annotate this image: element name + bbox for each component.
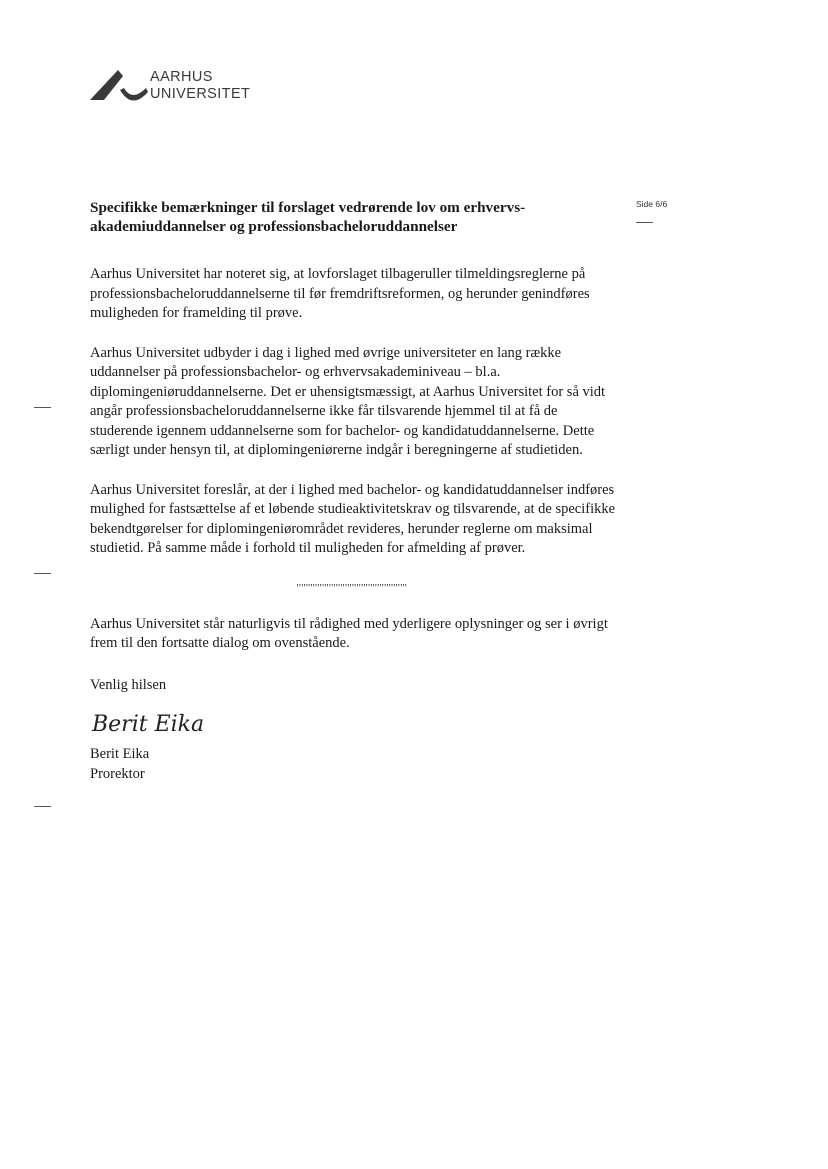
fold-mark (34, 573, 51, 574)
side-rule (636, 222, 653, 223)
logo-line-2: UNIVERSITET (150, 86, 251, 102)
paragraph: Aarhus Universitet foreslår, at der i lighed med bachelor- og kandidatuddannelser indføres mulighed for fastsættelse af et løbende studieaktivitetskrav og tilsvarende, at de specifikke bekendtgørelser for diplomingeniørområdet revideres, herunder reglerne om maksimal studietid. På samme måde i forhold til muligheden for afmelding af prøver. (90, 481, 616, 556)
greeting: Venlig hilsen (90, 676, 167, 693)
fold-mark (34, 806, 51, 807)
logo-wordmark (150, 69, 250, 103)
fold-mark (34, 407, 51, 408)
signature-icon (90, 705, 220, 741)
closing-paragraph: Aarhus Universitet står naturligvis til rådighed med yderligere oplysninger og ser i øvrigt frem til den fortsatte dialog om ovenstående. (90, 615, 608, 651)
paragraph: Aarhus Universitet har noteret sig, at lovforslaget tilbageruller tilmeldingsreglerne på professionsbacheloruddannelserne til før fremdriftsreformen, og herunder genindføres muligheden for framelding til prøve. (90, 266, 590, 321)
aarhus-university-logo-icon (90, 66, 148, 102)
letter-body (90, 198, 620, 784)
signer-title: Prorektor (90, 765, 145, 782)
section-separator: '''''''''''''''''''''''''''''''''''''''''''''''' (296, 582, 408, 594)
page-number: Side 6/6 (636, 199, 668, 209)
university-logo (90, 66, 280, 106)
paragraph: Aarhus Universitet udbyder i dag i lighed med øvrige universiteter en lang række uddannelser på professionsbachelor- og erhvervsakademiniveau – bl.a. diplomingeniøruddannelserne. Det er uhensigtsmæssigt, at Aarhus Universitet for så vidt angår professionsbacheloruddannelserne ikke får tilsvarende hjemmel til at få de studerende igennem uddannelserne som for bachelor- og kandidatuddannelserne. Dette særligt under hensyn til, at diplomingeniørerne indgår i beregningerne af studietiden. (90, 344, 606, 458)
logo-line-1: AARHUS (150, 69, 213, 85)
signer-name: Berit Eika (90, 746, 150, 762)
section-heading: Specifikke bemærkninger til forslaget vedrørende lov om erhvervs-akademiuddannelser og professionsbacheloruddannelser (90, 199, 526, 235)
signature-text: Berit Eika (92, 712, 205, 737)
handwritten-signature (90, 705, 620, 741)
